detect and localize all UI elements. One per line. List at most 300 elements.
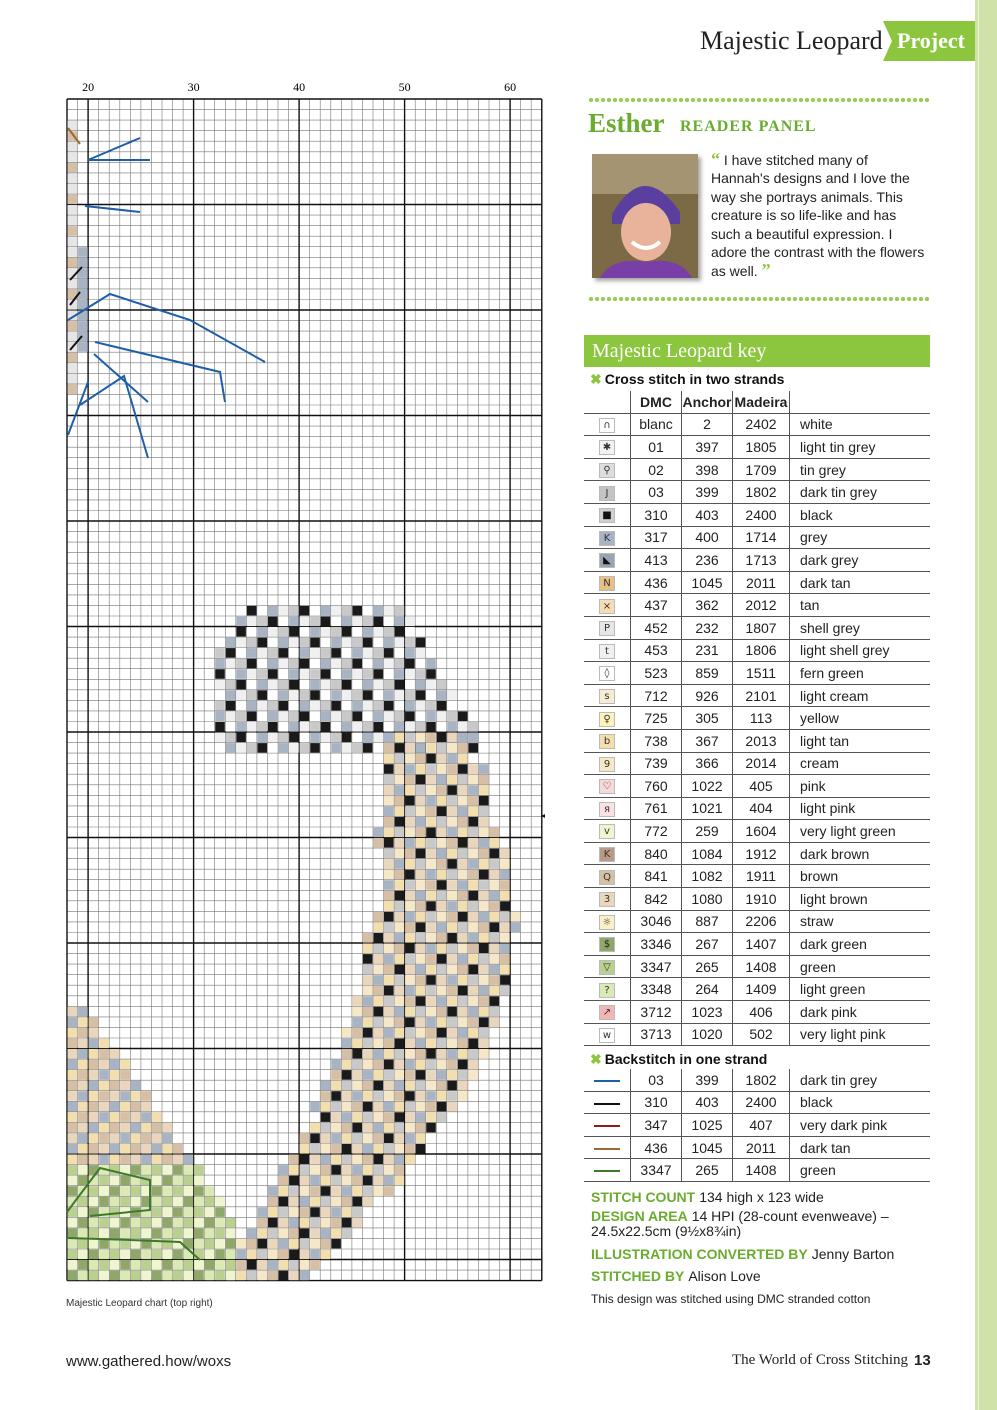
key-row: [584, 842, 930, 865]
stitch-cell: [300, 648, 310, 658]
stitch-cell: [426, 912, 436, 922]
madeira-cell: 404: [733, 797, 790, 820]
stitch-cell: [363, 1133, 373, 1143]
stitch-cell: [384, 680, 394, 690]
stitch-cell: [247, 1271, 257, 1281]
stitch-cell: [437, 838, 447, 848]
stitch-cell: [68, 1239, 78, 1249]
stitch-cell: [447, 828, 457, 838]
stitch-cell: [352, 659, 362, 669]
backstitch-line-icon: [594, 1103, 620, 1105]
stitch-cell: [89, 1070, 99, 1080]
colour-name-cell: dark tan: [790, 571, 931, 594]
stitch-cell: [384, 912, 394, 922]
stitch-cell: [321, 648, 331, 658]
stitch-cell: [300, 1165, 310, 1175]
stitch-cell: [490, 975, 500, 985]
stitch-cell: [236, 1250, 246, 1260]
stitch-cell: [289, 1207, 299, 1217]
stitch-cell: [163, 1123, 173, 1133]
stitch-cell: [141, 1271, 151, 1281]
key-row: [584, 662, 930, 685]
dmc-cell: 3347: [631, 955, 682, 978]
stitch-cell: [120, 1112, 130, 1122]
stitch-cell: [426, 996, 436, 1006]
stitch-cell: [215, 701, 225, 711]
stitch-cell: [479, 880, 489, 890]
dmc-cell: 413: [631, 549, 682, 572]
stitch-cell: [141, 1218, 151, 1228]
dmc-cell: 840: [631, 842, 682, 865]
stitch-cell: [141, 1165, 151, 1175]
reader-panel-label: READER PANEL: [680, 118, 817, 135]
stitch-cell: [384, 1007, 394, 1017]
anchor-cell: 259: [682, 820, 733, 843]
stitch-cell: [405, 975, 415, 985]
stitch-cell: [331, 1102, 341, 1112]
stitch-cell: [395, 849, 405, 859]
stitch-cell: [374, 733, 384, 743]
stitch-cell: [257, 743, 267, 753]
stitch-cell: [437, 944, 447, 954]
stitch-cell: [437, 1028, 447, 1038]
anchor-cell: 403: [682, 503, 733, 526]
stitch-cell: [289, 733, 299, 743]
stitch-cell: [384, 606, 394, 616]
stitch-cell: [257, 617, 267, 627]
stitch-cell: [395, 817, 405, 827]
stitch-cell: [363, 690, 373, 700]
stitch-cell: [89, 1049, 99, 1059]
stitch-cell: [342, 659, 352, 669]
thread-symbol-icon: t: [599, 644, 615, 659]
stitch-cell: [331, 690, 341, 700]
stitch-cell: [352, 606, 362, 616]
madeira-cell: 2206: [733, 910, 790, 933]
stitch-cell: [110, 1250, 120, 1260]
stitch-cell: [99, 1218, 109, 1228]
colour-name-cell: green: [790, 1159, 931, 1182]
stitch-cell: [247, 1239, 257, 1249]
stitch-cell: [289, 1228, 299, 1238]
stitch-cell: [321, 1081, 331, 1091]
stitch-cell: [374, 828, 384, 838]
stitch-cell: [289, 648, 299, 658]
stitch-cell: [458, 722, 468, 732]
stitch-cell: [310, 1207, 320, 1217]
stitch-cell: [384, 838, 394, 848]
stitch-cell: [374, 627, 384, 637]
stitch-cell: [321, 669, 331, 679]
stitch-cell: [374, 669, 384, 679]
stitch-cell: [173, 1186, 183, 1196]
stitch-cell: [352, 1070, 362, 1080]
stitch-cell: [300, 1218, 310, 1228]
stitch-cell: [447, 1017, 457, 1027]
stitch-cell: [447, 796, 457, 806]
stitch-cell: [89, 1133, 99, 1143]
stitch-cell: [490, 859, 500, 869]
stitch-cell: [215, 1271, 225, 1281]
stitch-cell: [437, 1060, 447, 1070]
madeira-cell: 2402: [733, 413, 790, 436]
stitch-cell: [479, 965, 489, 975]
madeira-cell: 2011: [733, 571, 790, 594]
colour-name-cell: shell grey: [790, 616, 931, 639]
stitch-cell: [511, 922, 521, 932]
thread-symbol-icon: ▽: [599, 960, 615, 975]
stitch-cell: [468, 1060, 478, 1070]
stitch-cell: [163, 1186, 173, 1196]
stitch-cell: [331, 1207, 341, 1217]
stitch-cell: [468, 944, 478, 954]
stitch-cell: [458, 849, 468, 859]
stitch-cell: [68, 1091, 78, 1101]
stitch-cell: [374, 1133, 384, 1143]
footer-url[interactable]: www.gathered.how/woxs: [66, 1353, 232, 1370]
stitch-cell: [120, 1260, 130, 1270]
stitch-cell: [68, 1165, 78, 1175]
stitch-cell: [405, 638, 415, 648]
anchor-cell: 231: [682, 639, 733, 662]
stitch-cell: [268, 743, 278, 753]
stitch-cell: [321, 1165, 331, 1175]
stitch-cell: [78, 1017, 88, 1027]
stitch-cell: [405, 754, 415, 764]
stitch-cell: [352, 711, 362, 721]
stitch-cell: [384, 722, 394, 732]
stitch-cell: [416, 870, 426, 880]
stitch-cell: [458, 1028, 468, 1038]
stitch-cell: [141, 1260, 151, 1270]
stitch-cell: [89, 1123, 99, 1133]
stitch-cell: [321, 1186, 331, 1196]
stitch-cell: [374, 617, 384, 627]
stitch-cell: [384, 733, 394, 743]
stitch-cell: [416, 722, 426, 732]
stitch-cell: [110, 1123, 120, 1133]
anchor-cell: 367: [682, 729, 733, 752]
stitch-cell: [184, 1186, 194, 1196]
stitch-cell: [289, 1250, 299, 1260]
stitch-cell: [479, 806, 489, 816]
stitch-cell: [279, 627, 289, 637]
stitch-cell: [468, 796, 478, 806]
stitch-cell: [247, 617, 257, 627]
thread-symbol-icon: P: [599, 621, 615, 636]
stitch-cell: [68, 1218, 78, 1228]
anchor-cell: 400: [682, 526, 733, 549]
stitch-cell: [89, 1091, 99, 1101]
thread-symbol-icon: ☼: [599, 915, 615, 930]
dmc-cell: 310: [631, 1091, 682, 1114]
madeira-cell: 1408: [733, 1159, 790, 1182]
stitch-cell: [68, 258, 78, 268]
stitch-cell: [321, 1207, 331, 1217]
stitch-cell: [405, 796, 415, 806]
stitch-cell: [416, 817, 426, 827]
stitch-cell: [321, 1250, 331, 1260]
cross-stitch-heading: ✖ Cross stitch in two strands: [590, 371, 785, 387]
stitched-credit: STITCHED BY Alison Love: [591, 1268, 761, 1284]
stitch-cell: [479, 1007, 489, 1017]
stitch-cell: [236, 743, 246, 753]
stitch-cell: [99, 1060, 109, 1070]
anchor-cell: 305: [682, 707, 733, 730]
stitch-cell: [215, 1218, 225, 1228]
backstitch-row: [584, 1069, 930, 1091]
stitch-cell: [395, 1123, 405, 1133]
stitch-cell: [289, 659, 299, 669]
stitch-cell: [236, 722, 246, 732]
stitch-cell: [268, 648, 278, 658]
stitch-cell: [279, 743, 289, 753]
stitch-cell: [458, 764, 468, 774]
stitch-cell: [405, 1133, 415, 1143]
madeira-cell: 1805: [733, 436, 790, 459]
stitch-cell: [395, 669, 405, 679]
stitch-cell: [468, 954, 478, 964]
stitch-cell: [395, 775, 405, 785]
stitch-cell: [152, 1197, 162, 1207]
stitch-cell: [447, 933, 457, 943]
stitch-cell: [416, 669, 426, 679]
stitch-cell: [405, 965, 415, 975]
stitch-cell: [279, 733, 289, 743]
stitch-cell: [68, 216, 78, 226]
stitch-cell: [268, 1271, 278, 1281]
stitch-cell: [215, 1207, 225, 1217]
anchor-cell: 859: [682, 662, 733, 685]
key-row: [584, 910, 930, 933]
axis-label: 20: [82, 80, 95, 94]
stitch-cell: [89, 1039, 99, 1049]
stitch-cell: [405, 838, 415, 848]
stitch-cell: [458, 859, 468, 869]
stitch-cell: [236, 680, 246, 690]
stitch-cell: [184, 1176, 194, 1186]
stitch-cell: [68, 1250, 78, 1260]
stitch-cell: [141, 1112, 151, 1122]
colour-name-cell: green: [790, 955, 931, 978]
anchor-cell: 264: [682, 978, 733, 1001]
stitch-cell: [257, 1260, 267, 1270]
madeira-cell: 1709: [733, 458, 790, 481]
stitch-cell: [99, 1260, 109, 1270]
stitch-cell: [184, 1155, 194, 1165]
stitch-cell: [194, 1271, 204, 1281]
stitch-cell: [395, 1028, 405, 1038]
stitch-cell: [205, 1228, 215, 1238]
stitch-cell: [447, 806, 457, 816]
stitch-cell: [68, 1070, 78, 1080]
stitch-cell: [374, 954, 384, 964]
stitch-cell: [437, 975, 447, 985]
stitch-cell: [374, 659, 384, 669]
stitch-cell: [352, 1176, 362, 1186]
stitch-cell: [257, 680, 267, 690]
stitch-cell: [479, 996, 489, 1006]
stitch-cell: [363, 1165, 373, 1175]
stitch-cell: [310, 1165, 320, 1175]
stitch-cell: [405, 954, 415, 964]
madeira-cell: 2400: [733, 503, 790, 526]
stitch-cell: [331, 627, 341, 637]
cross-stitch-chart: [60, 80, 545, 1285]
stitch-cell: [194, 1186, 204, 1196]
key-row: [584, 594, 930, 617]
stitch-cell: [468, 838, 478, 848]
chart-caption: Majestic Leopard chart (top right): [66, 1298, 213, 1309]
stitch-cell: [68, 1133, 78, 1143]
key-row: [584, 458, 930, 481]
stitch-cell: [236, 617, 246, 627]
stitch-cell: [447, 1007, 457, 1017]
madeira-cell: 1806: [733, 639, 790, 662]
stitch-cell: [342, 1165, 352, 1175]
stitch-cell: [363, 1028, 373, 1038]
stitch-cell: [268, 1186, 278, 1196]
stitch-cell: [374, 1017, 384, 1027]
stitch-cell: [416, 1112, 426, 1122]
stitch-cell: [352, 1155, 362, 1165]
stitch-cell: [226, 1260, 236, 1270]
stitch-cell: [268, 606, 278, 616]
col-madeira: Madeira: [733, 391, 790, 413]
stitch-cell: [99, 1176, 109, 1186]
stitch-cell: [426, 775, 436, 785]
stitch-cell: [384, 669, 394, 679]
stitch-cell: [279, 1228, 289, 1238]
stitch-cell: [152, 1260, 162, 1270]
stitch-cell: [78, 1049, 88, 1059]
stitch-cell: [384, 1049, 394, 1059]
stitch-cell: [247, 680, 257, 690]
stitch-cell: [384, 617, 394, 627]
stitch-cell: [99, 1271, 109, 1281]
stitch-cell: [78, 321, 88, 331]
stitch-cell: [342, 1176, 352, 1186]
stitch-cell: [363, 944, 373, 954]
stitch-cell: [310, 680, 320, 690]
stitch-cell: [257, 1239, 267, 1249]
stitch-cell: [405, 680, 415, 690]
stitch-cell: [141, 1133, 151, 1143]
thread-symbol-icon: ∩: [599, 418, 615, 433]
stitch-cell: [331, 659, 341, 669]
stitch-cell: [426, 859, 436, 869]
stitch-cell: [479, 764, 489, 774]
stitch-cell: [247, 733, 257, 743]
stitch-cell: [426, 785, 436, 795]
stitch-cell: [173, 1197, 183, 1207]
stitch-cell: [68, 363, 78, 373]
stitch-cell: [416, 986, 426, 996]
anchor-cell: 1045: [682, 1136, 733, 1159]
stitch-cell: [490, 965, 500, 975]
stitch-cell: [416, 711, 426, 721]
stitch-cell: [437, 806, 447, 816]
stitch-cell: [342, 743, 352, 753]
colour-name-cell: dark tan: [790, 1136, 931, 1159]
stitch-cell: [215, 648, 225, 658]
madeira-cell: 1511: [733, 662, 790, 685]
stitch-cell: [131, 1250, 141, 1260]
stitch-cell: [374, 965, 384, 975]
stitch-cell: [405, 1112, 415, 1122]
stitch-cell: [458, 828, 468, 838]
stitch-cell: [120, 1091, 130, 1101]
stitch-cell: [321, 1155, 331, 1165]
stitch-cell: [416, 975, 426, 985]
stitch-cell: [363, 986, 373, 996]
stitch-cell: [352, 996, 362, 1006]
stitch-cell: [384, 880, 394, 890]
thread-symbol-icon: ?: [599, 983, 615, 998]
stitch-cell: [289, 1271, 299, 1281]
stitch-cell: [236, 659, 246, 669]
stitch-cell: [226, 743, 236, 753]
stitch-cell: [437, 1039, 447, 1049]
stitch-cell: [352, 1081, 362, 1091]
stitch-cell: [447, 975, 457, 985]
madeira-cell: 1912: [733, 842, 790, 865]
stitch-cell: [416, 901, 426, 911]
stitch-cell: [300, 690, 310, 700]
stitch-cell: [78, 1250, 88, 1260]
stitch-cell: [152, 1207, 162, 1217]
stitch-cell: [173, 1228, 183, 1238]
dmc-cell: 761: [631, 797, 682, 820]
madeira-cell: 405: [733, 775, 790, 798]
stitch-cell: [363, 1155, 373, 1165]
stitch-cell: [426, 1060, 436, 1070]
stitch-cell: [384, 1133, 394, 1143]
stitch-cell: [405, 1155, 415, 1165]
stitch-cell: [352, 1186, 362, 1196]
stitch-cell: [321, 1239, 331, 1249]
stitch-cell: [352, 1049, 362, 1059]
stitch-cell: [331, 1165, 341, 1175]
madeira-cell: 1911: [733, 865, 790, 888]
stitch-cell: [321, 701, 331, 711]
stitch-cell: [163, 1218, 173, 1228]
stitch-cell: [110, 1207, 120, 1217]
stitch-cell: [342, 701, 352, 711]
stitch-cell: [490, 828, 500, 838]
stitch-cell: [468, 859, 478, 869]
stitch-cell: [384, 743, 394, 753]
stitch-cell: [416, 1091, 426, 1101]
stitch-cell: [331, 638, 341, 648]
stitch-cell: [310, 1239, 320, 1249]
stitch-cell: [257, 627, 267, 637]
stitch-cell: [384, 1165, 394, 1175]
stitch-cell: [289, 701, 299, 711]
stitch-cell: [468, 1070, 478, 1080]
colour-name-cell: light tin grey: [790, 436, 931, 459]
stitch-cell: [342, 733, 352, 743]
stitch-cell: [352, 733, 362, 743]
stitch-cell: [236, 711, 246, 721]
stitch-cell: [78, 258, 88, 268]
stitch-cell: [458, 806, 468, 816]
stitch-cell: [342, 1197, 352, 1207]
stitch-cell: [68, 384, 78, 394]
stitch-cell: [447, 870, 457, 880]
stitch-cell: [468, 912, 478, 922]
key-row: [584, 752, 930, 775]
